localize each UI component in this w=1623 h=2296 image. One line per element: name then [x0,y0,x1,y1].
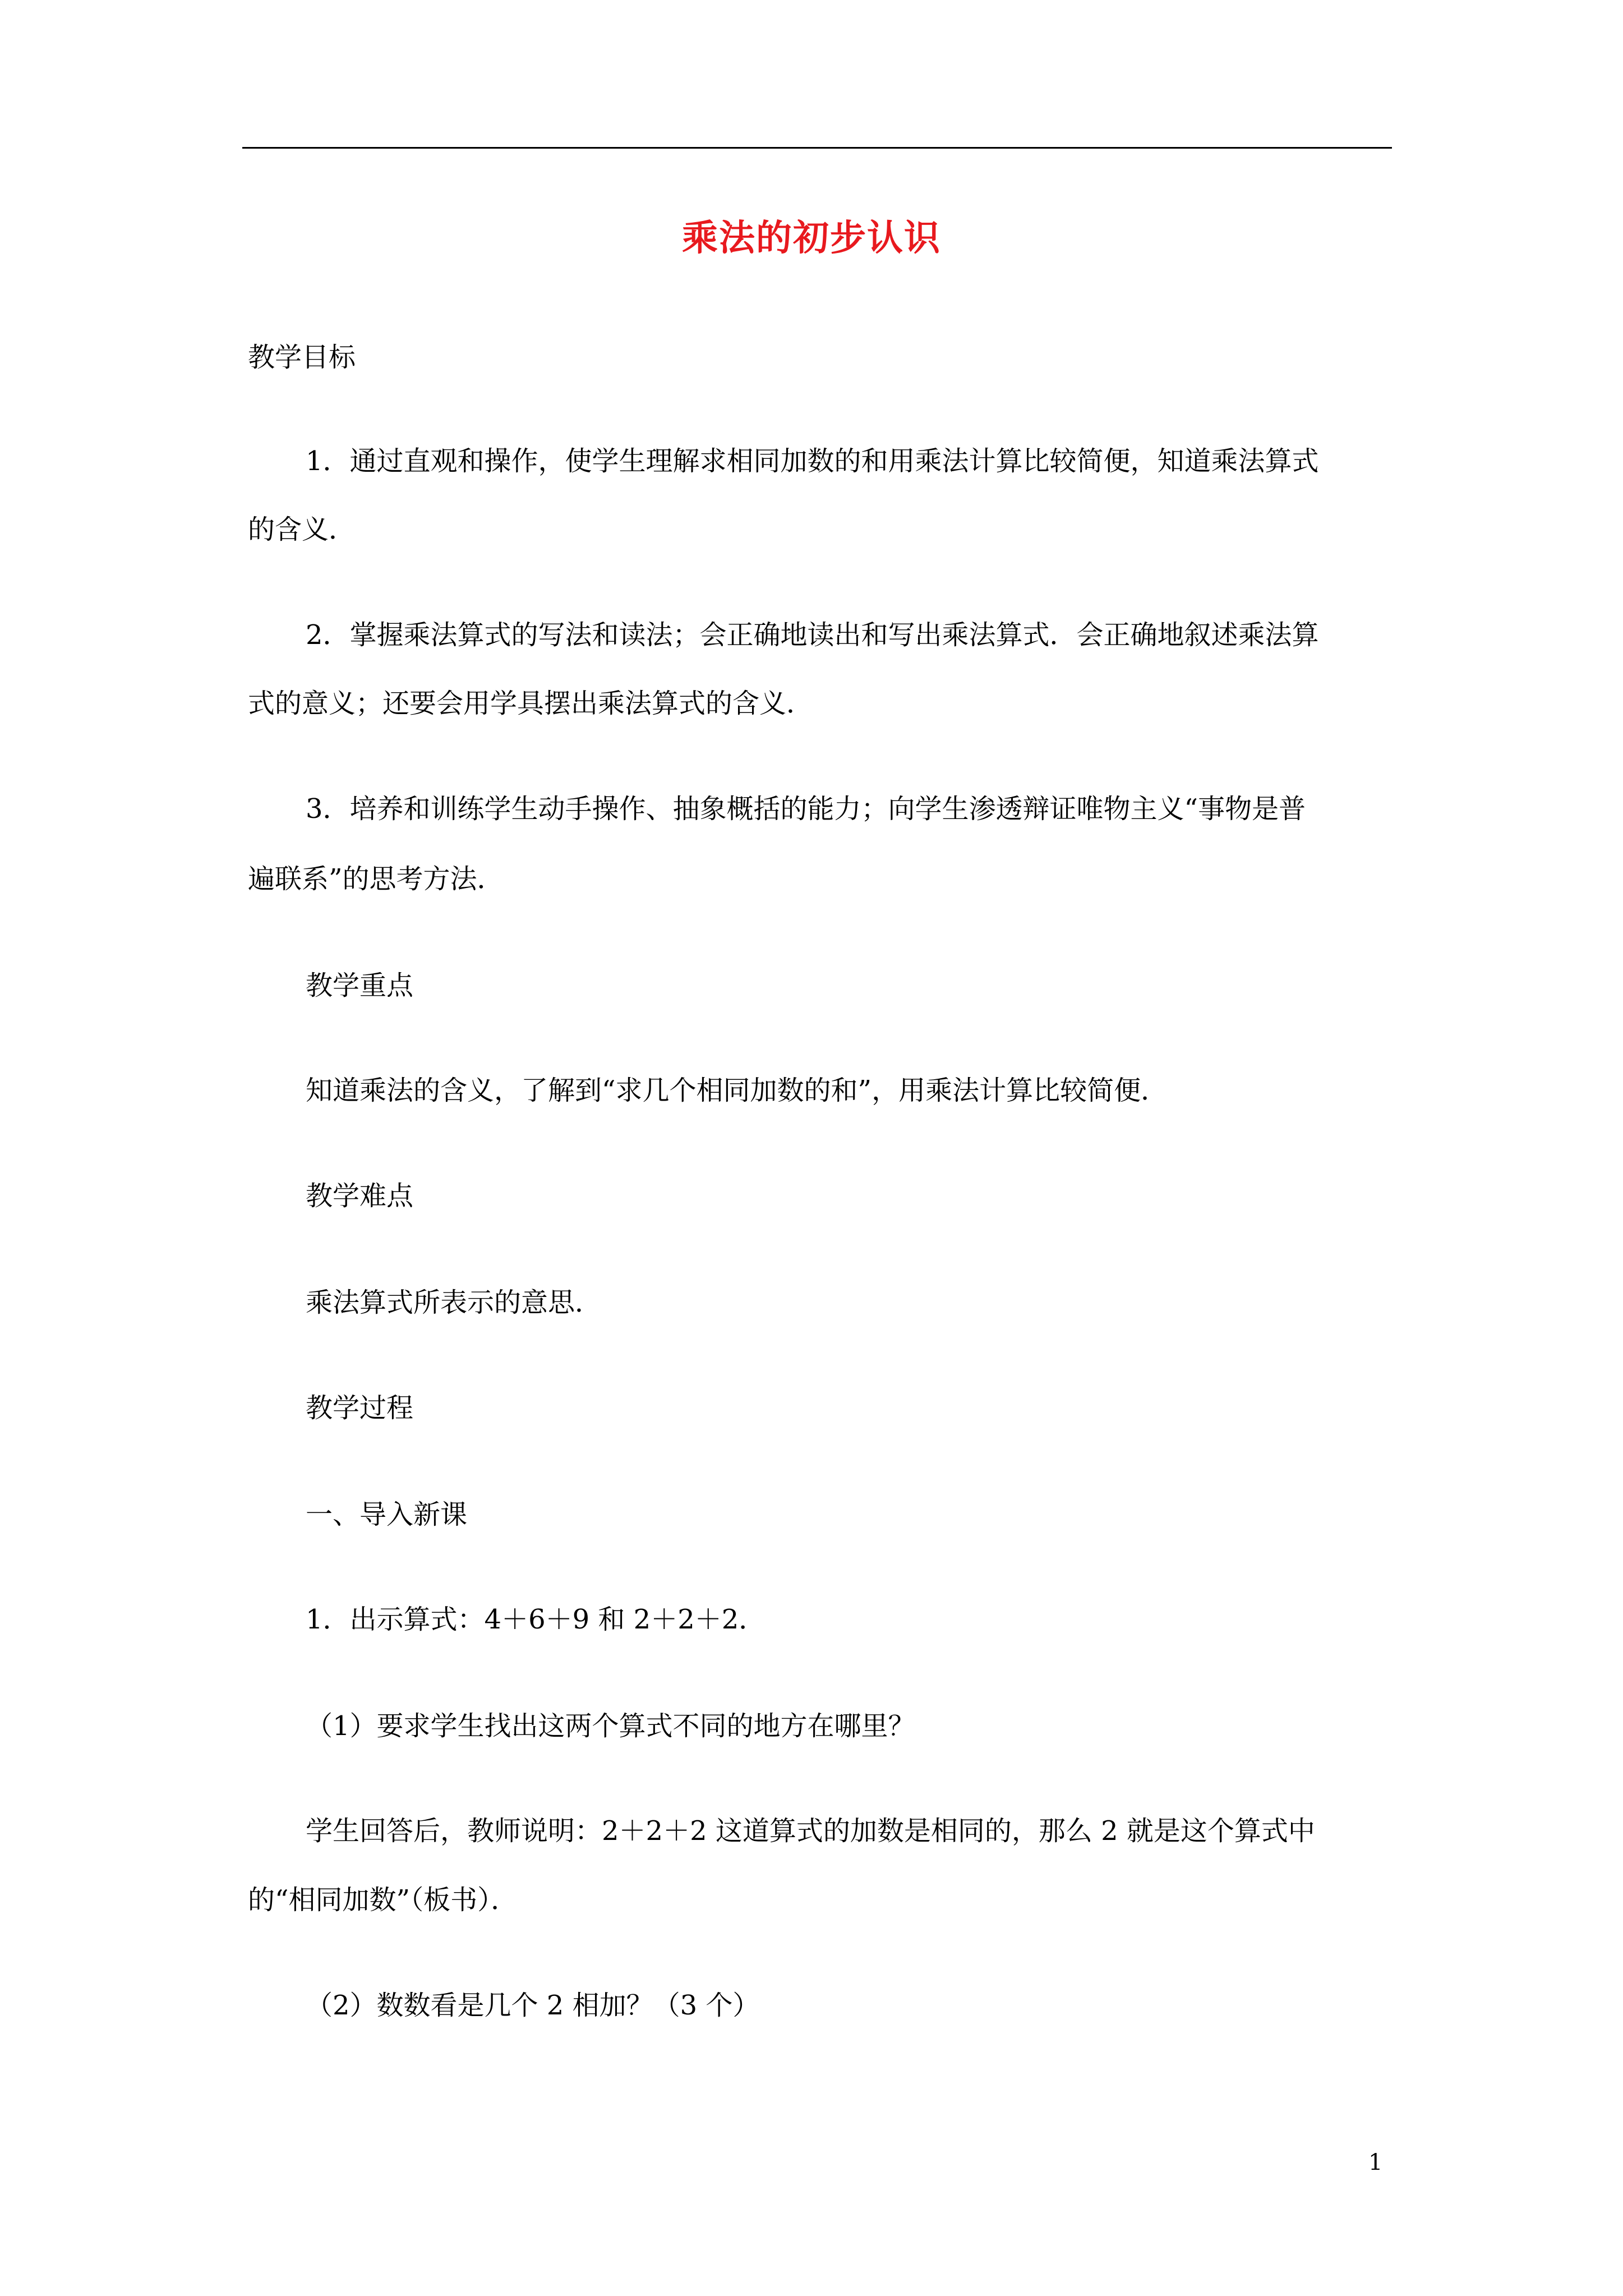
step-1-text: 1．出示算式：4＋6＋9 和 2＋2＋2． [306,1604,766,1635]
heading-teaching-goals: 教学目标 [248,342,356,373]
page-number: 1 [1368,2150,1383,2175]
heading-process: 教学过程 [306,1392,414,1424]
section-intro: 一、导入新课 [306,1499,468,1530]
explanation-line-1: 学生回答后，教师说明：2＋2＋2 这道算式的加数是相同的，那么 2 就是这个算式中 [306,1815,1315,1847]
header-rule [242,147,1392,149]
goal-1-line-1: 1．通过直观和操作，使学生理解求相同加数的和用乘法计算比较简便，知道乘法算式 [306,445,1319,477]
goal-2-line-2: 式的意义；还要会用学具摆出乘法算式的含义． [248,688,814,719]
key-point-text: 知道乘法的含义，了解到“求几个相同加数的和”，用乘法计算比较简便． [306,1075,1168,1106]
goal-3-line-1: 3．培养和训练学生动手操作、抽象概括的能力；向学生渗透辩证唯物主义“事物是普 [306,793,1306,825]
step-1-2-text: （2）数数看是几个 2 相加？（3 个） [306,1990,760,2021]
difficulty-text: 乘法算式所表示的意思． [306,1287,602,1318]
goal-1-line-2: 的含义． [248,514,356,545]
page-title: 乘法的初步认识 [682,217,941,259]
goal-3-line-2: 遍联系”的思考方法． [248,863,504,895]
heading-difficulty: 教学难点 [306,1180,414,1212]
step-1-1-text: （1）要求学生找出这两个算式不同的地方在哪里？ [306,1710,915,1742]
explanation-line-2: 的“相同加数”（板书）． [248,1884,518,1916]
goal-2-line-1: 2．掌握乘法算式的写法和读法；会正确地读出和写出乘法算式．会正确地叙述乘法算 [306,619,1319,651]
heading-key-point: 教学重点 [306,970,414,1001]
